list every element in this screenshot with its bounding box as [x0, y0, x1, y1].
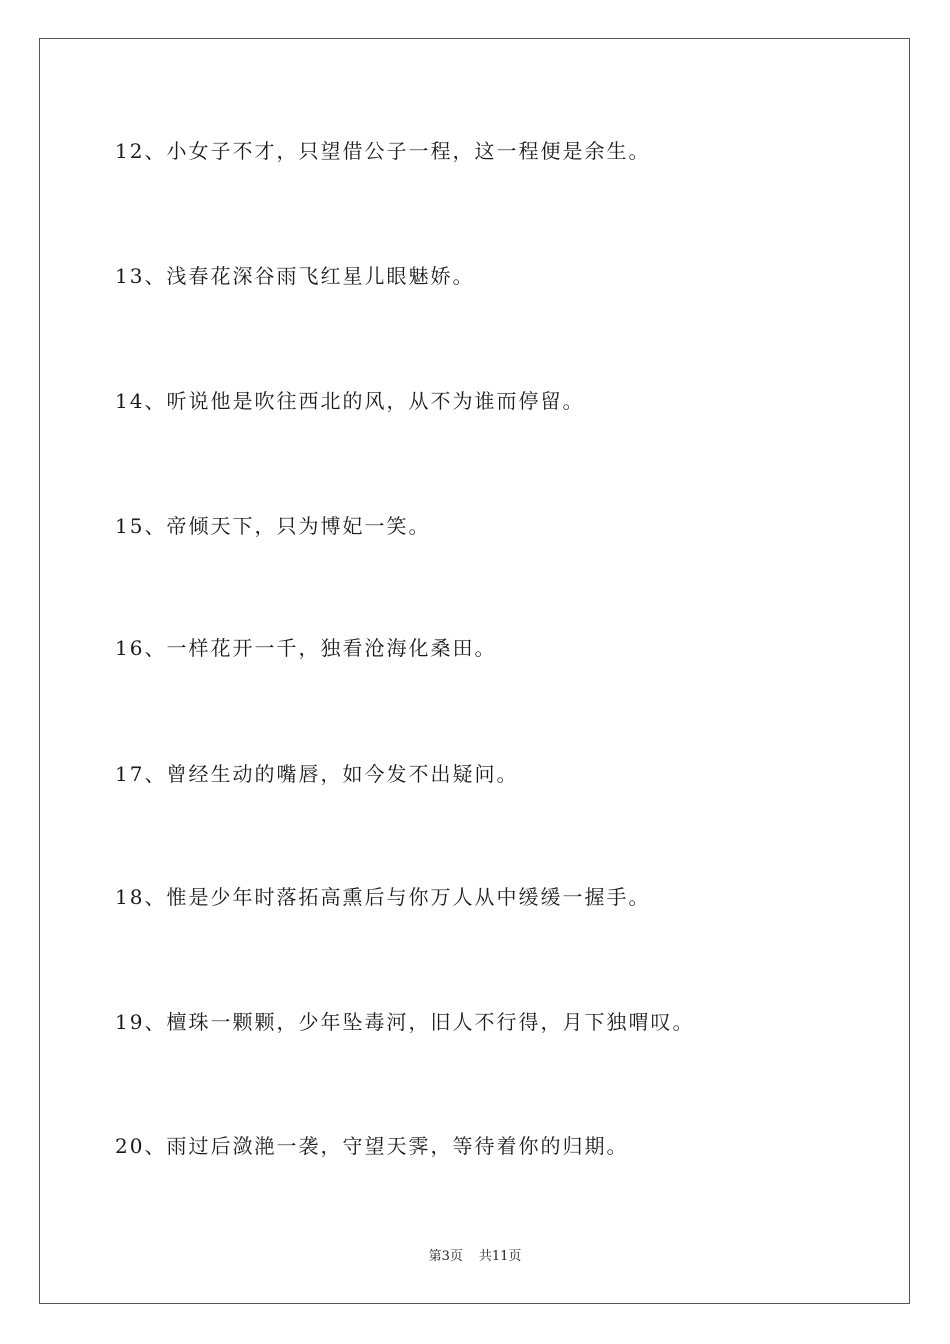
- page-footer: [0, 1248, 950, 1266]
- list-item: 17、曾经生动的嘴唇，如今发不出疑问。: [115, 762, 519, 786]
- list-item: 13、浅春花深谷雨飞红星儿眼魅娇。: [115, 264, 475, 288]
- page-number: 第3页: [428, 1249, 463, 1264]
- list-item: 20、雨过后潋滟一袭，守望天霁，等待着你的归期。: [115, 1134, 629, 1158]
- page-frame: [39, 38, 910, 1304]
- page-total: 共11页: [478, 1249, 522, 1264]
- list-item: 12、小女子不才，只望借公子一程，这一程便是余生。: [115, 139, 651, 163]
- list-item: 18、惟是少年时落拓高熏后与你万人从中缓缓一握手。: [115, 885, 651, 909]
- list-item: 15、帝倾天下，只为博妃一笑。: [115, 514, 431, 538]
- list-item: 19、檀珠一颗颗，少年坠毒河，旧人不行得，月下独喟叹。: [115, 1010, 695, 1034]
- list-item: 16、一样花开一千，独看沧海化桑田。: [115, 636, 497, 660]
- list-item: 14、听说他是吹往西北的风，从不为谁而停留。: [115, 389, 585, 413]
